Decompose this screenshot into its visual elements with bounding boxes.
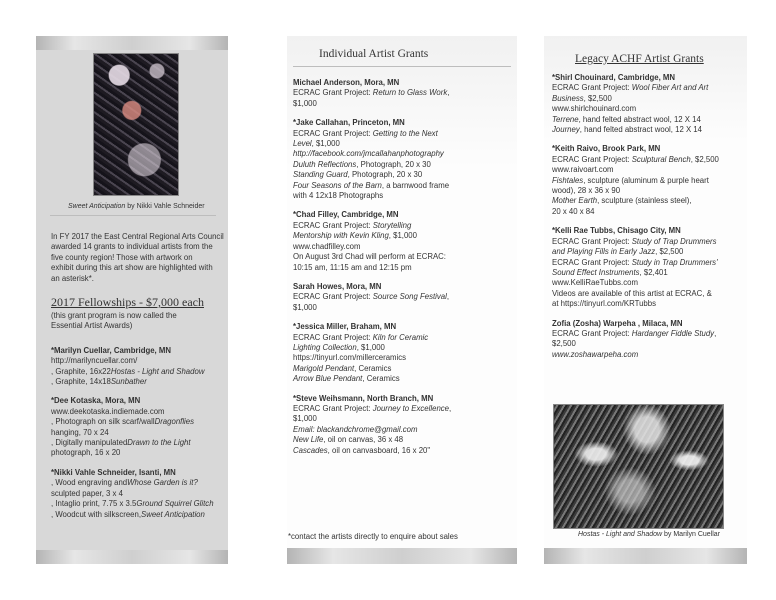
artist-detail [293,252,451,262]
artist-detail [51,417,214,427]
artist-entry [293,322,451,384]
detail-text: ECRAC Grant Project: [293,332,373,342]
artist-detail [552,258,719,268]
artist-detail [51,407,214,417]
detail-text: , [447,88,450,98]
artist-detail [293,374,451,384]
artist-entry [293,118,451,201]
artist-entry [552,319,719,361]
artist-name: *Keith Raivo, Brook Park, MN [552,144,661,154]
artist-detail [51,478,214,488]
artist-name: *Jake Callahan, Princeton, MN [293,118,405,128]
artist-detail [293,343,451,353]
detail-title: Sweet Anticipation [141,509,205,519]
detail-text: , $2,500 [583,93,612,103]
detail-title: Sculptural Bench [631,154,691,164]
detail-title: Mentorship with Kevin Kling [293,231,389,241]
artist-name: *Shirl Chouinard, Cambridge, MN [552,73,676,82]
detail-text: , Photograph, 20 x 30 [347,170,423,180]
legacy-grants-list [552,73,719,369]
artist-detail [293,129,451,139]
intro-paragraph [51,232,224,284]
artwork-caption: Sweet Anticipation by Nikki Vahle Schneider [68,203,205,210]
detail-text: , Graphite, 14x18 [51,377,111,387]
detail-text: 10:15 am, 11:15 am and 12:15 pm [293,262,412,272]
detail-text: wood), 28 x 36 x 90 [552,186,621,196]
detail-text: $1,000 [293,302,317,312]
intro-line: five county region! Those with artwork on [51,252,193,262]
detail-title: Level [293,139,312,149]
artist-detail [552,104,719,114]
artist-entry [552,73,719,135]
detail-text: , oil on canvasboard, 16 x 20" [327,445,431,455]
artist-name: *Marilyn Cuellar, Cambridge, MN [51,345,172,355]
detail-text: , sculpture (aluminum & purple heart [583,175,709,185]
right-panel [544,36,747,564]
artist-entry [51,468,214,520]
artist-detail [552,278,719,288]
detail-text: www.deekotaska.indiemade.com [51,406,165,416]
detail-text: ECRAC Grant Project: [552,236,632,246]
artist-detail [293,191,451,201]
detail-text: , sculpture (stainless steel), [597,196,692,206]
artist-detail [293,242,451,252]
artist-detail [293,181,451,191]
bottom-bar [287,548,517,564]
detail-text: , hand felted abstract wool, 12 X 14 [579,125,702,135]
detail-title: Wool Fiber Art and Art [631,83,709,93]
artist-detail [293,99,451,109]
artist-detail [51,489,214,499]
artist-name: *Nikki Vahle Schneider, Isanti, MN [51,467,176,477]
detail-title: www.zoshawarpeha.com [552,349,639,359]
divider [293,66,511,67]
artist-detail [552,186,719,196]
detail-title: Marigold Pendant [293,363,355,373]
detail-title: Whose Garden is it? [127,478,198,488]
detail-title: Lighting Collection [293,342,357,352]
artist-name: Zofia (Zosha) Warpeha , Milaca, MN [552,318,683,328]
detail-text: at https://tinyurl.com/KRTubbs [552,299,657,309]
detail-text: ECRAC Grant Project: [293,403,373,413]
detail-text: 20 x 40 x 84 [552,206,595,216]
detail-text: , Intaglio print, 7.75 x 3.5 [51,499,137,509]
detail-title: Hardanger Fiddle Study [631,328,715,338]
artist-detail [293,364,451,374]
artist-detail [552,83,719,93]
detail-text: ECRAC Grant Project: [293,88,373,98]
artist-entry [51,346,214,388]
detail-title: Study in Trap Drummers' [631,257,718,267]
detail-text: $1,000 [293,414,317,424]
fellowship-list [51,311,214,529]
artist-detail [51,499,214,509]
artist-entry [552,226,719,309]
artist-detail [552,115,719,125]
detail-text: photograph, 16 x 20 [51,448,121,458]
detail-text: , hand felted abstract wool, 12 X 14 [578,114,701,124]
artist-detail [552,339,719,349]
detail-text: ECRAC Grant Project: [552,257,632,267]
detail-title: Return to Glass Work [372,88,448,98]
artist-detail [552,237,719,247]
artist-name: *Steve Weihsmann, North Branch, MN [293,393,434,403]
detail-text: , Wood engraving and [51,478,128,488]
detail-title: Kiln for Ceramic [372,332,429,342]
detail-text: ECRAC Grant Project: [552,154,632,164]
individual-grants-list [293,78,451,465]
artist-detail [293,303,451,313]
artist-detail [51,438,214,448]
artist-detail [51,367,214,377]
artist-detail [51,428,214,438]
detail-text: $2,500 [552,339,576,349]
artist-detail [51,377,214,387]
artist-detail [552,176,719,186]
artist-detail [293,435,451,445]
detail-title: Fishtales [552,175,584,185]
artist-detail [51,510,214,520]
artist-detail [293,333,451,343]
artist-detail [552,350,719,360]
middle-panel [287,36,517,564]
artist-detail [293,353,451,363]
detail-text: , [446,292,450,302]
contact-footnote: *contact the artists directly to enquire about sales [288,532,458,541]
artist-detail [552,94,719,104]
artist-name: *Kelli Rae Tubbs, Chisago City, MN [552,226,681,236]
detail-title: Study of Trap Drummers [631,236,717,246]
bottom-bar [544,548,747,564]
detail-text: hanging, 70 x 24 [51,427,109,437]
artist-detail [293,425,451,435]
detail-text: , Ceramics [354,363,392,373]
detail-title: and Playing Fills in Early Jazz [552,247,656,257]
detail-title: Drawn to the Light [127,438,191,448]
intro-line: In FY 2017 the East Central Regional Arts Council [51,232,224,241]
detail-text: with 4 12x18 Photographs [293,191,384,201]
detail-title: Ground Squirrel Glitch [136,499,214,509]
detail-text: , $1,000 [356,342,385,352]
artist-detail [552,207,719,217]
divider [50,215,216,216]
detail-title: Arrow Blue Pendant [293,374,363,384]
fellowship-heading: 2017 Fellowships - $7,000 each [51,295,204,309]
detail-text: , $2,401 [639,267,668,277]
artist-detail [552,299,719,309]
artist-name: *Chad Filley, Cambridge, MN [293,210,399,220]
detail-title: Getting to the Next [372,128,438,138]
detail-text: sculpted paper, 3 x 4 [51,488,123,498]
detail-text: , [714,328,717,338]
detail-title: http://facebook.com/jmcallahanphotography [293,149,444,159]
detail-title: Standing Guard [293,170,348,180]
artist-detail [51,356,214,366]
artist-detail [293,263,451,273]
detail-title: Hostas - Light and Shadow [110,366,205,376]
artist-detail [293,446,451,456]
artist-entry [293,210,451,272]
artist-name: *Jessica Miller, Braham, MN [293,322,397,332]
detail-text: , $2,500 [690,154,719,164]
intro-line: an asterisk*. [51,273,94,283]
subtitle-line: (this grant program is now called the [51,311,177,320]
detail-title: Duluth Reflections [293,159,357,169]
legacy-grants-heading: Legacy ACHF Artist Grants [575,53,704,65]
artwork-sweet-anticipation [93,53,179,196]
artist-entry [293,282,451,313]
left-panel [36,36,228,564]
artist-detail [293,149,451,159]
artist-detail [552,247,719,257]
detail-text: www.KelliRaeTubbs.com [552,278,638,288]
artist-detail [293,292,451,302]
detail-title: New Life [293,435,324,445]
artist-detail [552,289,719,299]
detail-title: Storytelling [372,220,412,230]
detail-text: , $1,000 [311,139,340,149]
detail-text: , oil on canvas, 36 x 48 [323,435,404,445]
artist-detail [293,404,451,414]
artist-detail [51,448,214,458]
detail-text: , a barnwood frame [381,180,450,190]
detail-text: ECRAC Grant Project: [293,128,373,138]
top-bar [36,36,228,50]
artwork-hostas [553,404,724,529]
detail-text: www.shirlchouinard.com [552,104,637,114]
detail-text: , Photograph, 20 x 30 [356,159,431,169]
detail-text: , $2,500 [655,247,684,257]
artist-detail [552,268,719,278]
detail-text: ECRAC Grant Project: [293,220,373,230]
artist-name: Michael Anderson, Mora, MN [293,78,400,87]
artist-detail [552,196,719,206]
artist-entry [293,394,451,456]
detail-text: , $1,000 [388,231,417,241]
fellowship-subtitle [51,311,214,332]
detail-text: www.raivoart.com [552,165,614,175]
artist-entry [51,396,214,458]
detail-title: Dragonflies [154,417,195,427]
artist-entry [293,78,451,109]
detail-title: Journey to Excellence [372,403,450,413]
detail-text: , Graphite, 16x22 [51,366,111,376]
artist-detail [293,170,451,180]
detail-title: Four Seasons of the Barn [293,180,382,190]
detail-text: Videos are available of this artist at ECRAC, & [552,288,712,298]
artist-name: Sarah Howes, Mora, MN [293,281,382,291]
artist-detail [293,414,451,424]
artist-detail [552,329,719,339]
detail-title: Mother Earth [552,196,598,206]
artwork-caption: Hostas - Light and Shadow by Marilyn Cuellar [578,531,721,538]
detail-title: Business [552,93,584,103]
artist-name: *Dee Kotaska, Mora, MN [51,396,141,406]
detail-text: www.chadfilley.com [293,241,361,251]
detail-title: Email: blackandchrome@gmail.com [293,424,418,434]
detail-text: , Photograph on silk scarf/wall [51,417,155,427]
artist-detail [552,165,719,175]
artist-detail [293,221,451,231]
bottom-bar [36,550,228,564]
detail-text: http://marilyncuellar.com/ [51,356,138,366]
intro-line: exhibit during this art show are highlighted with [51,263,213,273]
detail-text: ECRAC Grant Project: [552,83,632,93]
artist-detail [293,231,451,241]
detail-title: Sound Effect Instruments [552,267,640,277]
detail-text: , Woodcut with silkscreen, [51,509,141,519]
detail-title: Sunbather [110,377,147,387]
artist-detail [293,88,451,98]
individual-grants-heading: Individual Artist Grants [319,48,429,60]
detail-title: Cascades [293,445,328,455]
subtitle-line: Essential Artist Awards) [51,321,133,331]
detail-title: Terrene [552,114,579,124]
detail-title: Journey [552,125,580,135]
detail-text: ECRAC Grant Project: [293,292,373,302]
artist-detail [552,125,719,135]
detail-text: , [449,403,452,413]
artist-entry [552,144,719,217]
artist-detail [293,160,451,170]
detail-text: , Ceramics [362,374,400,384]
artist-detail [552,155,719,165]
intro-line: awarded 14 grants to individual artists from the [51,242,213,252]
detail-text: https://tinyurl.com/millerceramics [293,353,407,363]
detail-title: Source Song Festival [372,292,447,302]
detail-text: ECRAC Grant Project: [552,328,632,338]
detail-text: $1,000 [293,98,317,108]
detail-text: , Digitally manipulated [51,438,128,448]
detail-text: On August 3rd Chad will perform at ECRAC: [293,252,446,262]
artist-detail [293,139,451,149]
